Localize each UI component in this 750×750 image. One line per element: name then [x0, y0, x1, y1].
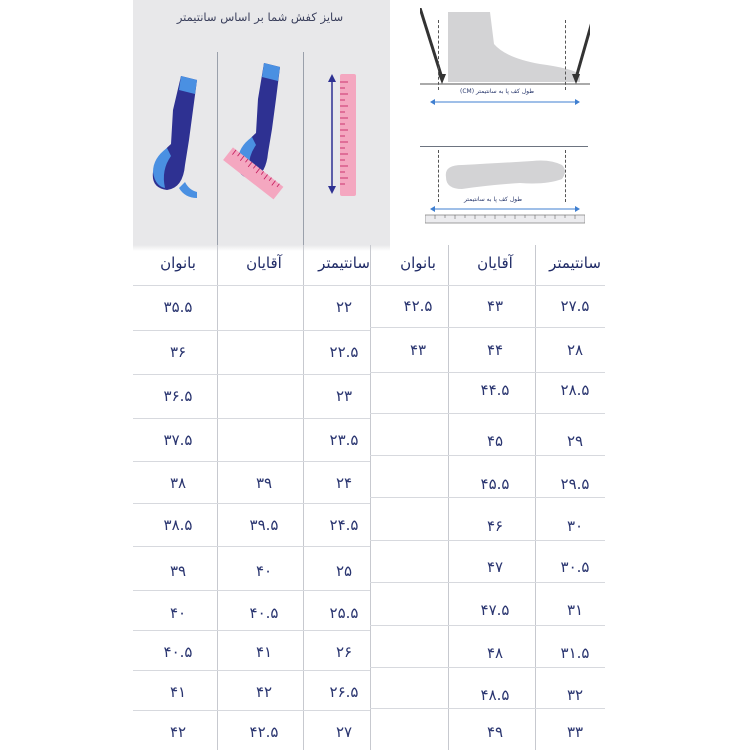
cell-right-men: ۴۸ — [486, 644, 504, 662]
cell-left-cm: ۲۷ — [335, 723, 353, 741]
cell-right-cm: ۲۹ — [566, 432, 584, 450]
cell-right-cm: ۲۷.۵ — [560, 297, 590, 315]
cell-right-men: ۴۹ — [486, 723, 504, 741]
cell-left-cm: ۲۵.۵ — [329, 604, 359, 622]
row-divider — [133, 461, 370, 462]
cell-left-men: ۴۲.۵ — [249, 723, 279, 741]
row-divider — [133, 670, 370, 671]
measure-arrow — [430, 99, 580, 105]
row-divider — [370, 455, 605, 456]
measure-guide — [438, 20, 439, 90]
cell-left-women: ۳۹ — [169, 562, 187, 580]
measure-arrow — [430, 206, 580, 212]
cell-left-cm: ۲۴.۵ — [329, 516, 359, 534]
cell-right-cm: ۳۰.۵ — [560, 558, 590, 576]
cell-left-men: ۴۰ — [255, 562, 273, 580]
row-divider — [133, 285, 370, 286]
row-divider — [133, 590, 370, 591]
foot-length-label-bottom: طول کف پا به سانتیمتر — [464, 196, 523, 203]
cell-right-cm: ۲۹.۵ — [560, 475, 590, 493]
cell-left-women: ۴۰.۵ — [163, 643, 193, 661]
cell-left-cm: ۲۳ — [335, 387, 353, 405]
cell-right-cm: ۳۱.۵ — [560, 644, 590, 662]
header-women-right: بانوان — [400, 254, 436, 272]
cell-left-women: ۴۱ — [169, 683, 187, 701]
header-cm-left: سانتیمتر — [318, 254, 370, 272]
row-divider — [133, 330, 370, 331]
cell-left-cm: ۲۳.۵ — [329, 431, 359, 449]
cell-left-cm: ۲۶.۵ — [329, 683, 359, 701]
row-divider — [370, 708, 605, 709]
cell-right-cm: ۲۸ — [566, 341, 584, 359]
cell-left-cm: ۲۴ — [335, 474, 353, 492]
cell-right-men: ۴۴.۵ — [480, 381, 510, 399]
cell-right-men: ۴۶ — [486, 517, 504, 535]
row-divider — [370, 413, 605, 414]
row-divider — [370, 497, 605, 498]
cell-left-cm: ۲۲ — [335, 298, 353, 316]
ruler-bar-icon — [425, 214, 585, 224]
foot-measurement-diagram — [400, 0, 590, 245]
row-divider — [133, 503, 370, 504]
cell-left-men: ۴۰.۵ — [249, 604, 279, 622]
cell-left-men: ۳۹ — [255, 474, 273, 492]
cell-left-women: ۳۵.۵ — [163, 298, 193, 316]
cell-left-women: ۳۸ — [169, 474, 187, 492]
header-women-left: بانوان — [160, 254, 196, 272]
cell-right-women: ۴۳ — [409, 341, 427, 359]
cell-left-women: ۴۰ — [169, 604, 187, 622]
header-cm-right: سانتیمتر — [549, 254, 601, 272]
measure-guide — [565, 20, 566, 90]
cell-right-cm: ۳۲ — [566, 686, 584, 704]
cell-right-men: ۴۷.۵ — [480, 601, 510, 619]
cell-left-women: ۳۶.۵ — [163, 387, 193, 405]
row-divider — [133, 546, 370, 547]
cell-left-women: ۳۶ — [169, 343, 187, 361]
row-divider — [370, 327, 605, 328]
cell-left-cm: ۲۵ — [335, 562, 353, 580]
ruler-icon — [320, 70, 365, 200]
cell-right-men: ۴۵.۵ — [480, 475, 510, 493]
row-divider — [133, 630, 370, 631]
sock-icon — [145, 70, 205, 200]
illustration-panel-fade — [133, 245, 390, 251]
cell-left-cm: ۲۲.۵ — [329, 343, 359, 361]
foot-length-label-top: طول کف پا به سانتیمتر (CM) — [460, 88, 535, 95]
row-divider — [133, 374, 370, 375]
cell-left-men: ۴۲ — [255, 683, 273, 701]
row-divider — [370, 285, 605, 286]
cell-right-cm: ۳۰ — [566, 517, 584, 535]
cell-left-women: ۴۲ — [169, 723, 187, 741]
cell-left-men: ۴۱ — [255, 643, 273, 661]
cell-right-men: ۴۵ — [486, 432, 504, 450]
row-divider — [370, 540, 605, 541]
row-divider — [370, 625, 605, 626]
cell-right-cm: ۳۳ — [566, 723, 584, 741]
measure-guide — [565, 150, 566, 202]
sock-with-ruler-icon — [222, 55, 292, 215]
cell-right-men: ۴۳ — [486, 297, 504, 315]
cell-left-cm: ۲۶ — [335, 643, 353, 661]
panel-divider — [303, 52, 304, 247]
cell-right-men: ۴۸.۵ — [480, 686, 510, 704]
row-divider — [370, 372, 605, 373]
row-divider — [370, 582, 605, 583]
cell-right-men: ۴۷ — [486, 558, 504, 576]
cell-left-women: ۳۸.۵ — [163, 516, 193, 534]
column-divider — [217, 245, 218, 750]
cell-right-men: ۴۴ — [486, 341, 504, 359]
measure-guide — [438, 150, 439, 202]
header-men-right: آقایان — [477, 254, 513, 272]
cell-right-women: ۴۲.۵ — [403, 297, 433, 315]
panel-divider — [217, 52, 218, 247]
panel-title: سایز کفش شما بر اساس سانتیمتر — [176, 10, 344, 24]
row-divider — [370, 667, 605, 668]
row-divider — [133, 418, 370, 419]
foot-sole-icon — [440, 155, 570, 195]
row-divider — [133, 710, 370, 711]
cell-left-men: ۳۹.۵ — [249, 516, 279, 534]
column-divider — [303, 245, 304, 750]
cell-right-cm: ۳۱ — [566, 601, 584, 619]
cell-right-cm: ۲۸.۵ — [560, 381, 590, 399]
cell-left-women: ۳۷.۵ — [163, 431, 193, 449]
header-men-left: آقایان — [246, 254, 282, 272]
floor-line — [420, 146, 588, 147]
